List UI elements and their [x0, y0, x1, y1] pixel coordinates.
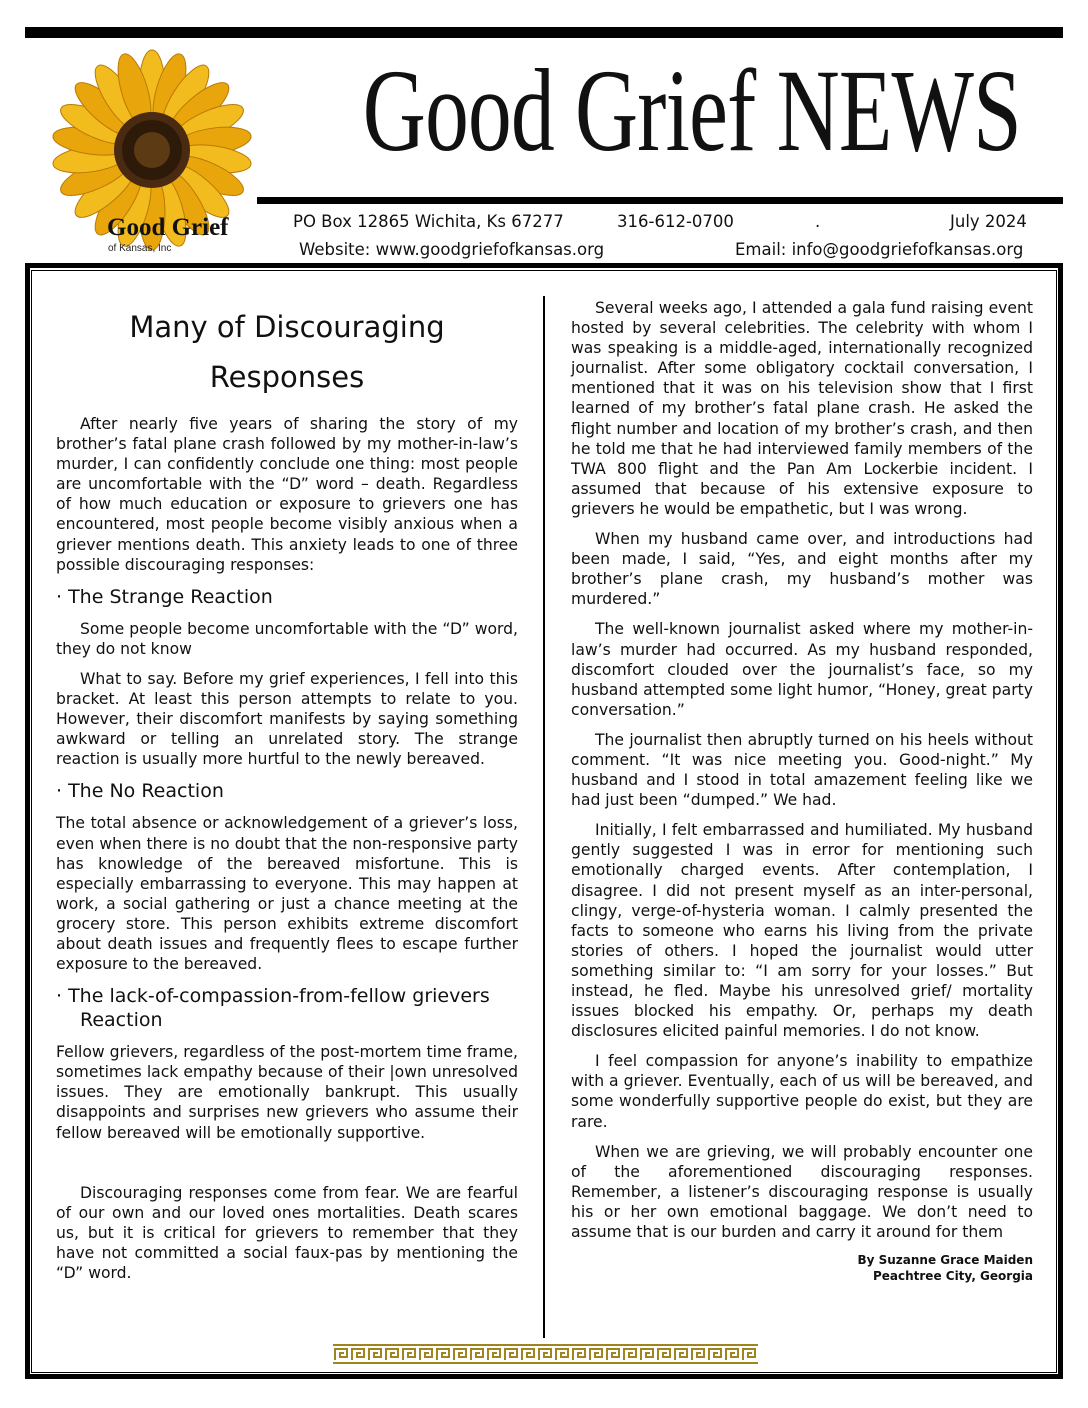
- article-title: [56, 302, 518, 402]
- paragraph: I feel compassion for anyone’s inability to empathize with a griever. Eventually, each of us will be bereaved, and some wonderfully supportive people do exist, but they are rare.: [571, 1052, 1033, 1131]
- website: Website: www.goodgriefofkansas.org: [299, 240, 605, 259]
- paragraph: When my husband came over, and introductions had been made, I said, “Yes, and eight months after my brother’s plane crash, my husband’s mother was murdered.”: [571, 530, 1033, 609]
- spacer: [56, 1153, 518, 1183]
- section-heading: · The No Reaction: [56, 780, 224, 803]
- byline-location: Peachtree City, Georgia: [872, 1269, 1033, 1284]
- separator-dot: .: [815, 212, 821, 231]
- title-rule: [257, 197, 1063, 204]
- paragraph: The total absence or acknowledgement of a griever’s loss, even when there is no doubt that the non-responsive party has knowledge of the bereaved misfortune. This is especially embarrassing to everyone. This may happen at work, a social gathering or just a chance meeting at the grocery store. This person exhibits extreme discomfort about death issues and frequently flees to escape further exposure to the bereaved.: [56, 814, 518, 974]
- phone: 316-612-0700: [617, 212, 734, 231]
- paragraph: Initially, I felt embarrassed and humiliated. My husband gently suggested I was in error for mentioning such emotionally charged events. After contemplation, I disagree. I did not present myself as an inter-personal, clingy, verge-of-hysteria woman. I calmly presented the facts to someone who earns his living from the private stories of others. I hoped the journalist would utter something similar to: “I am sorry for your losses.” But instead, he fled. Maybe his unresolved grief/ mortality issues blocked his empathy. Or, perhaps my death disclosures elicited painful memories. I do not know.: [571, 821, 1033, 1041]
- logo: [22, 38, 272, 263]
- address: PO Box 12865 Wichita, Ks 67277: [293, 212, 564, 231]
- greek-key-border-icon: [333, 1344, 758, 1364]
- section-heading: · The Strange Reaction: [56, 585, 273, 608]
- paragraph: Several weeks ago, I attended a gala fund raising event hosted by several celebrities. The celebrity with whom I was speaking is a middle-aged, internationally recognized journalist. After some obligatory cocktail conversation, I mentioned that it was on his television show that I first learned of my brother’s fatal plane crash. He asked the flight number and location of my brother’s crash, and then he told me that he had interviewed family members of the TWA 800 flight and the Pan Am Lockerbie incident. I assumed that because of his extensive exposure to grievers he would be empathetic, but I was wrong.: [571, 299, 1033, 518]
- column-divider: [543, 296, 545, 1338]
- paragraph: Discouraging responses come from fear. We are fearful of our own and our loved ones mortalities. Death scares us, but it is critical for grievers to remember that they have not committed a social faux-pas by mentioning the “D” word.: [56, 1183, 518, 1282]
- left-column: [56, 302, 518, 1293]
- article-title-line1: Many of Discouraging: [129, 310, 445, 344]
- right-column: [571, 298, 1033, 1284]
- byline: [571, 1252, 1033, 1284]
- email: Email: info@goodgriefofkansas.org: [735, 240, 1024, 259]
- paragraph: The journalist then abruptly turned on his heels without comment. “It was nice meeting you. Good-night.” My husband and I stood in total amazement feeling like we had just been “dumped.” We had.: [571, 730, 1033, 810]
- section-heading-line1: · The lack-of-compassion-from-fellow grievers: [56, 985, 490, 1008]
- section-heading: [56, 984, 518, 1032]
- paragraph: After nearly five years of sharing the story of my brother’s fatal plane crash followed by my mother-in-law’s murder, I can confidently conclude one thing: most people are uncomfortable with the “D” word – death. Regardless of how much education or exposure to grievers one has encountered, most people become visibly anxious when a griever mentions death. This anxiety leads to one of three possible discouraging responses:: [56, 415, 518, 574]
- newsletter-title: Good Grief NEWS: [362, 45, 1021, 176]
- issue-date: July 2024: [950, 212, 1027, 231]
- paragraph: The well-known journalist asked where my mother-in-law’s murder had occurred. As my husband responded, discomfort clouded over the journalist’s face, so my husband attempted some light humor, “Honey, great party conversation.”: [571, 620, 1033, 719]
- byline-author: By Suzanne Grace Maiden: [857, 1253, 1033, 1268]
- paragraph: Some people become uncomfortable with the “D” word, they do not know: [56, 619, 518, 658]
- paragraph: What to say. Before my grief experiences, I fell into this bracket. At least this person attempts to relate to you. However, their discomfort manifests by saying something awkward or telling an unrelated story. The strange reaction is usually more hurtful to the newly bereaved.: [56, 669, 518, 769]
- section-heading-line2: Reaction: [80, 1009, 163, 1032]
- logo-text: Good Grief: [107, 214, 229, 241]
- article-title-line2: Responses: [209, 360, 365, 394]
- logo-subtext: of Kansas, Inc: [108, 243, 172, 254]
- paragraph: When we are grieving, we will probably encounter one of the aforementioned discouraging responses. Remember, a listener’s discouraging response is usually his or her own emotional baggage. We don’t need to assume that is our burden and carry it around for them: [571, 1142, 1033, 1242]
- paragraph: Fellow grievers, regardless of the post-mortem time frame, sometimes lack empathy because of their |own unresolved issues. They are emotionally bankrupt. This usually disappoints and surprises new grievers who assume their fellow bereaved will be emotionally supportive.: [56, 1043, 518, 1142]
